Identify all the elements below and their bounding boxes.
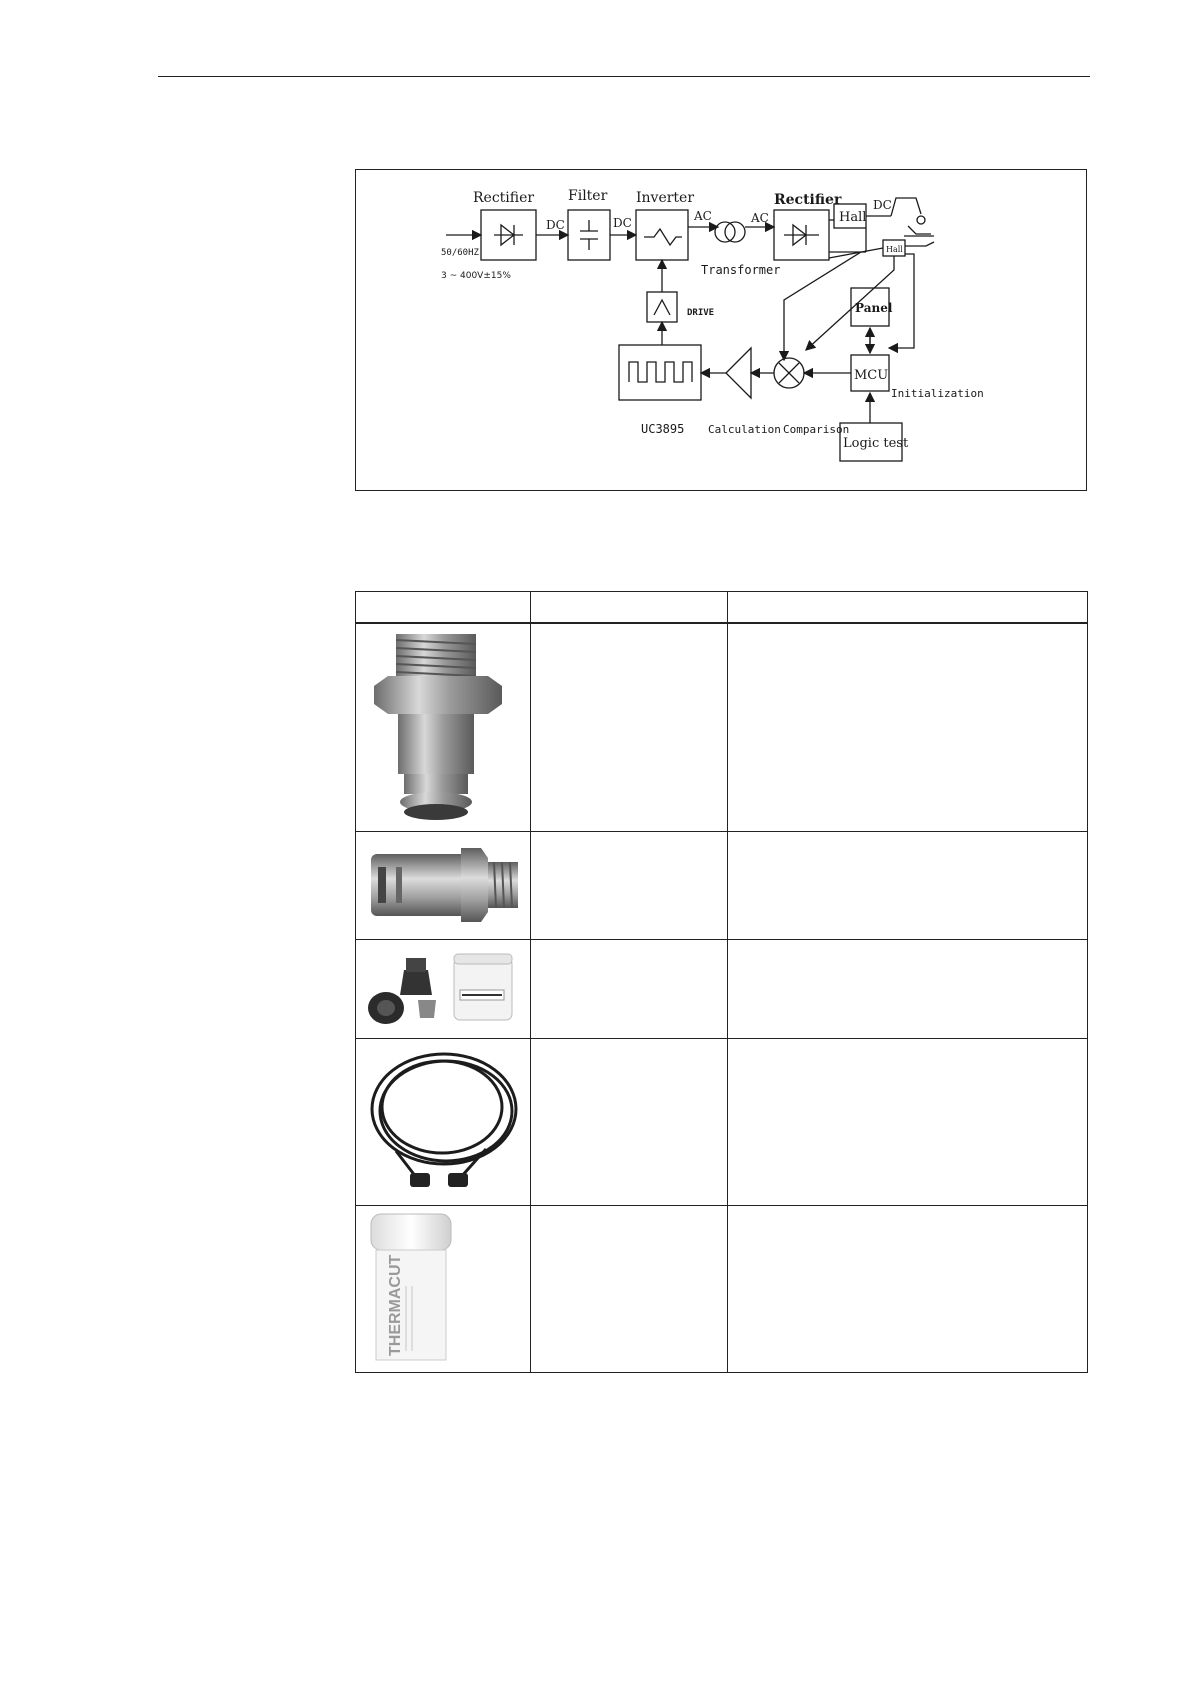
block-diagram-svg (356, 170, 1088, 492)
table-row (356, 831, 1088, 939)
table-row (356, 623, 1088, 831)
label-hall-1: Hall (839, 210, 867, 225)
table-cell (531, 1038, 728, 1205)
label-calculation: Calculation (708, 423, 781, 436)
label-ac-2: AC (751, 211, 769, 225)
table-cell (531, 623, 728, 831)
table-cell (728, 1038, 1088, 1205)
table-cell (728, 1205, 1088, 1372)
label-rectifier-input: Rectifier (473, 190, 535, 206)
label-dc-2: DC (613, 216, 632, 230)
label-hall-2: Hall (886, 245, 903, 254)
table-header-cell (728, 592, 1088, 624)
table-row (356, 1205, 1088, 1372)
female-quick-coupler-socket-image (356, 831, 531, 939)
label-initialization: Initialization (891, 387, 984, 400)
thermacut-container-image (356, 1205, 531, 1372)
calculation-amplifier (726, 348, 751, 398)
label-logic-test: Logic test (843, 436, 909, 451)
inverter-block (636, 210, 688, 260)
table-cell (531, 939, 728, 1038)
label-dc-output: DC (873, 198, 892, 212)
uc3895-block (619, 345, 701, 400)
label-comparison: Comparison (783, 423, 850, 436)
table-cell (728, 623, 1088, 831)
label-input-frequency: 50/60HZ (441, 248, 479, 258)
table-cell (728, 831, 1088, 939)
label-mcu: MCU (854, 368, 889, 383)
table-row (356, 1038, 1088, 1205)
label-filter: Filter (568, 188, 608, 204)
label-input-voltage: 3 ~ 400V±15% (441, 271, 511, 281)
label-drive: DRIVE (687, 308, 715, 318)
table-cell (531, 831, 728, 939)
block-diagram-figure (355, 169, 1087, 491)
accessories-table (355, 591, 1088, 1373)
torch-consumables-kit-image (356, 939, 531, 1038)
table-header-cell (531, 592, 728, 624)
label-dc-1: DC (546, 218, 565, 232)
filter-block (568, 210, 610, 260)
header-rule (158, 76, 1090, 77)
label-panel: Panel (855, 301, 893, 315)
drive-block (647, 292, 677, 322)
label-rectifier-output: Rectifier (774, 192, 842, 208)
table-header-cell (356, 592, 531, 624)
label-uc3895: UC3895 (641, 422, 685, 436)
male-quick-coupler-plug-image (356, 623, 531, 831)
label-transformer: Transformer (701, 263, 781, 277)
label-ac-1: AC (694, 209, 712, 223)
thermacut-label: THERMACUT (387, 1254, 404, 1356)
remote-control-cable-image (356, 1038, 531, 1205)
table-cell (728, 939, 1088, 1038)
table-cell (531, 1205, 728, 1372)
table-header-row (356, 592, 1088, 624)
label-inverter: Inverter (636, 190, 695, 206)
table-row (356, 939, 1088, 1038)
